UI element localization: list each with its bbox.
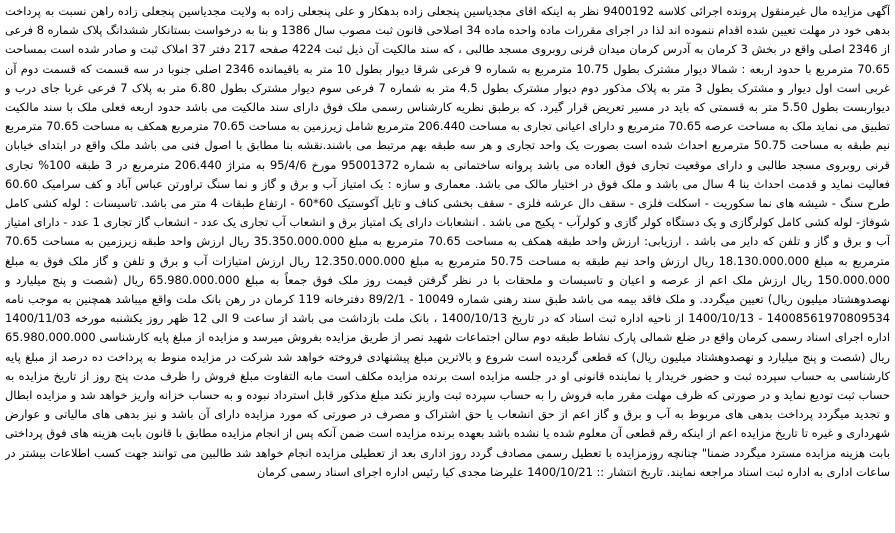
auction-notice-text: آگهی مزایده مال غیرمنقول پرونده اجرائی کلاسه 9400192 نظر به اینکه اقای مجدیاسین پنجعلی زاده بدهکار و علی پنجعلی زاده به ولایت مجدیاسین پنجعلی زاده راهن نسبت به پرداخت بدهی خود در مهلت تعیین شده اقدام ننموده اند لذا در اجرای مقررات ماده واحده ماده 34 اصلاحی قانون ثبت مصوب سال 1386 و بنا به درخواست بستانکار ششدانگ پلاک شماره 8 فرعی از 2346 اصلی واقع در بخش 3 کرمان به آدرس کرمان میدان قرنی روبروی مسجد طالبی ، که سند مالکیت آن ذیل ثبت 4224 صفحه 217 دفتر 37 املاک ثبت و صادر شده است بمساحت 70.65 مترمربع با حدود اربعه : شمالا دیوار مشترک بطول 10.75 مترمربع به شماره 9 فرعی شرقا دیوار بطول 10 متر به باقیمانده 2346 اصلی جنوبا در سه قسمت که قسمت دوم آن غربی است اول دیوار و مشترک بطول 3 متر به پلاک مذکور دوم دیوار مشترک بطول 4.5 متر به شماره 7 فرعی سوم دیوار مشترک بطول 6.80 متر به پلاک 7 فرعی غربا جای درب و دیواربست بطول 5.50 متر به قسمتی که باید در مسیر تعریض قرار گیرد. که برطبق نظریه کارشناس رسمی ملک فوق دارای سند مالکیت می باشد حدود اربعه فعلی ملک با سند مالکیت تطبیق می نماید ملک به مساحت عرصه 70.65 مترمربع و دارای اعیانی تجاری به مساحت 206.440 مترمربع شامل زیرزمین به مساحت 70.65 مترمربع همکف به مساحت 70.65 مترمربع نیم طبقه به مساحت 50.75 مترمربع احداث شده است بصورت یک واحد تجاری و هر سه طبقه بهم مرتبط می باشند.نقشه بنا مطابق با اصول فنی می باشد ملک واقع در ابتدای خیابان قرنی روبروی مسجد طالبی و دارای موقعیت تجاری فوق العاده می باشد پروانه ساختمانی به شماره 95001372 مورخ 95/4/6 به متراژ 206.440 مترمربع در 3 طبقه 100% تجاری فعالیت نماید و قدمت احداث بنا 4 سال می باشد و ملک فوق در اختیار مالک می باشد. معماری و سازه : یک امتیاز آب و برق و گاز و نما سنگ تراورتن عباس آباد و کف سرامیک 60.60 طرح سنگ - شیشه های نما سکوریت - اسکلت فلزی - سقف دال عرشه فلزی - سقف بخشی کناف و تایل آکوستیک 60*60 - ارتفاع طبقات 4 متر می باشد. تاسیسات : لوله کشی کامل شوفاژ- لوله کشی کامل کولرگازی و یک دستگاه کولر گازی و کولرآب - پکیج می باشد . انشعابات دارای یک امتیاز برق و انشعاب آب تجاری یک عدد - انشعاب گاز تجاری 1 عدد - دارای امتیاز آب و برق و گاز و تلفن که دایر می باشد . ارزیابی: ارزش واحد طبقه همکف به مساحت 70.65 مترمربع به مبلغ 35.350.000.000 ریال ارزش واحد طبقه زیرزمین به مساحت 70.65 مترمربع به مبلغ 18.130.000.000 ریال ارزش واحد نیم طبقه به مساحت 50.75 مترمربع به مبلغ 12.350.000.000 ریال ارزش امتیازات آب و برق و تلفن و گاز ملک فوق به مبلغ 150.000.000 ریال ارزش ملک اعم از عرصه و اعیان و تاسیسات و ملحقات با در نظر گرفتن قیمت روز ملک فوق جمعاً به مبلغ 65.980.000.000 ریال (شصت و پنج میلیارد و نهصدوهشتاد میلیون ریال) تعیین میگردد. و ملک فاقد بیمه می باشد طبق سند رهنی شماره 10049 - 89/2/1 دفترخانه 119 کرمان در رهن بانک ملت واقع میباشد همچنین به موجب نامه 14008561970809534 - 1400/10/13 از ناحیه اداره ثبت اسناد که در تاریخ 1400/10/13 ، بانک ملت بازداشت می باشد از ساعت 9 الی 12 ظهر روز یکشنبه مورخه 1400/11/03 اداره اجرای اسناد رسمی کرمان واقع در ضلع شمالی پارک نشاط طبقه دوم سالن اجتماعات شهید نصر از طریق مزایده بفروش میرسد و مزایده از مبلغ پایه کارشناسی 65.980.000.000 ریال (شصت و پنج میلیارد و نهصدوهشتاد میلیون ریال) که قطعی گردیده است شروع و بالاترین مبلغ پیشنهادی فروخته خواهد شد شرکت در مزایده منوط به پرداخت ده درصد از مبلغ پایه کارشناسی به حساب سپرده ثبت و حضور خریدار یا نماینده قانونی او در جلسه مزایده است برنده مزایده مکلف است مابه التفاوت مبلغ فروش را ظرف مدت پنج روز از تاریخ مزایده به حساب ثبت تودیع نماید و در صورتی که ظرف مهلت مقرر مابه فروش را به حساب سپرده ثبت واریز نکند مبلغ مذکور قابل استرداد نبوده و به حساب خزانه واریز خواهد شد و مزایده ابطال و تجدید میگردد پرداخت بدهی های مربوط به آب و برق و گاز اعم از حق انشعاب یا حق اشتراک و مصرف در صورتی که مورد مزایده دارای آن باشد و نیز بدهی های مالیاتی و عوارض شهرداری و غیره تا تاریخ مزایده اعم از اینکه رقم قطعی آن معلوم شده یا نشده باشد بعهده برنده مزایده است ضمن آنکه پس از انجام مزایده مطابق با قانون بابت هزینه های فوق پرداختی بابت هزینه مزایده مسترد میگردد ضمنا" چنانچه روزمزایده با تعطیل رسمی مصادف گردد روز اداری بعد از تعطیلی مزایده انجام خواهد شد طالبین می توانند جهت کسب اطلاعات بیشتر در ساعات اداری به اداره ثبت اسناد مراجعه نمایند. تاریخ انتشار :: 1400/10/21 علیرضا مجدی کیا رئیس اداره اجرای اسناد رسمی کرمان <box>5 4 890 479</box>
